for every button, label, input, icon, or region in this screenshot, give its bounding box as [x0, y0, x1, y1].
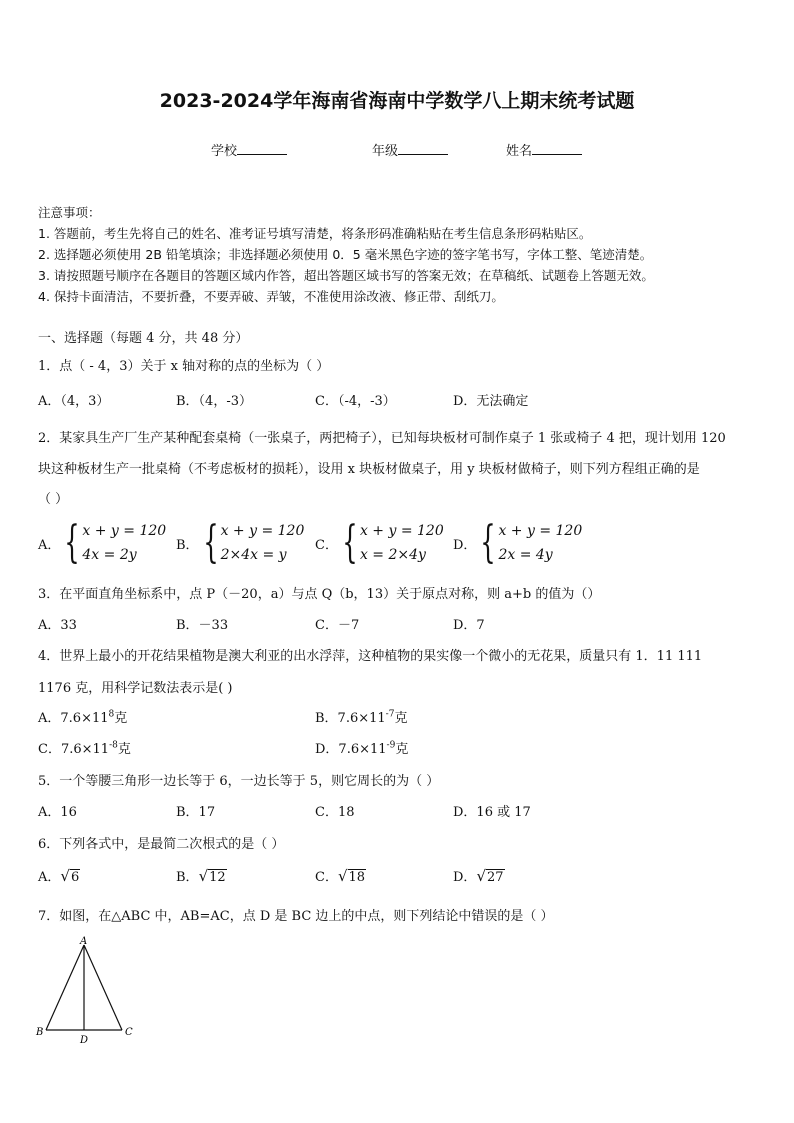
- q2-option-c-eq2: x = 2×4y: [359, 547, 426, 563]
- sqrt-icon: √: [337, 867, 348, 885]
- q2-option-d: [453, 519, 582, 567]
- q2-option-b-label: B．: [176, 537, 199, 553]
- page-title: 2023-2024学年海南省海南中学数学八上期末统考试题: [159, 90, 635, 112]
- q4-option-b-unit: 克: [394, 711, 408, 726]
- q4-option-d-unit: 克: [395, 742, 409, 757]
- q2-option-b-eq2: 2×4x = y: [220, 547, 287, 563]
- q2-option-a: [38, 519, 166, 567]
- q6-option-d-label: D．: [453, 870, 477, 885]
- grade-label: 年级: [372, 144, 399, 159]
- q2-option-a-eq2: 4x = 2y: [82, 547, 137, 563]
- name-label: 姓名: [506, 144, 533, 159]
- q1-option-c: C．（-4，-3）: [315, 394, 396, 409]
- q4-option-b: [315, 707, 407, 726]
- q6-option-d: [453, 866, 505, 885]
- point-d-label: D: [80, 1035, 89, 1045]
- q4-option-a: [38, 707, 127, 726]
- q6-option-c-radicand: 18: [348, 870, 366, 885]
- q2-option-c: [315, 519, 444, 567]
- q3-option-d: D．7: [453, 618, 485, 633]
- school-field: [211, 140, 287, 159]
- name-blank: [532, 142, 582, 155]
- q2-line-1: 2．某家具生产厂生产某种配套桌椅（一张桌子，两把椅子），已知每块板材可制作桌子 1 张或椅子 4 把，现计划用 120: [38, 431, 726, 446]
- q2-option-a-eq1: x + y = 120: [82, 523, 167, 539]
- note-item-3: 3. 请按照题号顺序在各题目的答题区域内作答，超出答题区域书写的答案无效；在草稿纸、试题卷上答题无效。: [38, 268, 654, 283]
- q4-option-c-exponent: -8: [109, 740, 118, 751]
- q4-line-1: 4．世界上最小的开花结果植物是澳大利亚的出水浮萍，这种植物的果实像一个微小的无花果，质量只有 1．11 111: [38, 649, 703, 664]
- q6-option-b-label: B．: [176, 870, 199, 885]
- q1-option-a: A．（4，3）: [38, 394, 110, 409]
- q6-option-c: [315, 866, 366, 885]
- q6-option-b: [176, 866, 227, 885]
- q6-option-a-radicand: 6: [70, 870, 80, 885]
- grade-blank: [398, 142, 448, 155]
- sqrt-icon: √: [60, 867, 70, 885]
- triangle-figure: [30, 935, 140, 1045]
- note-item-4: 4. 保持卡面清洁，不要折叠，不要弄破、弄皱，不准使用涂改液、修正带、刮纸刀。: [38, 289, 504, 304]
- q5-option-d: D．16 或 17: [453, 805, 531, 820]
- q4-option-c-unit: 克: [117, 742, 131, 757]
- q5-option-b: B．17: [176, 805, 216, 820]
- side-ac: [84, 945, 122, 1030]
- q5-stem: 5．一个等腰三角形一边长等于 6，一边长等于 5，则它周长的为（ ）: [38, 774, 440, 789]
- q2-option-d-eq2: 2x = 4y: [498, 547, 553, 563]
- q6-option-a: [38, 866, 80, 885]
- q4-option-b-exponent: -7: [385, 709, 395, 720]
- section-heading: 一、选择题（每题 4 分，共 48 分）: [38, 331, 249, 346]
- q3-stem: 3．在平面直角坐标系中，点 P（－20，a）与点 Q（b，13）关于原点对称，则 a+b 的值为（）: [38, 587, 601, 602]
- q1-stem: 1．点（ - 4，3）关于 x 轴对称的点的坐标为（ ）: [38, 359, 330, 374]
- vertex-b-label: B: [36, 1027, 44, 1038]
- q4-option-c: [38, 738, 131, 757]
- note-item-1: 1. 答题前，考生先将自己的姓名、准考证号填写清楚，将条形码准确粘贴在考生信息条形码粘贴区。: [38, 226, 592, 241]
- brace-icon: {: [202, 517, 219, 568]
- q1-option-b: B．（4，-3）: [176, 394, 252, 409]
- q2-option-a-label: A．: [38, 537, 61, 553]
- sqrt-icon: √: [476, 867, 486, 885]
- q5-option-c: C．18: [315, 805, 355, 820]
- q4-option-a-base: A．7.6×11: [38, 711, 109, 726]
- q4-option-d: [315, 738, 408, 757]
- q6-option-b-radicand: 12: [209, 870, 226, 885]
- q5-option-a: A．16: [38, 805, 77, 820]
- brace-icon: {: [64, 517, 81, 568]
- q4-option-c-base: C．7.6×11: [38, 742, 110, 757]
- q2-option-b: [176, 519, 304, 567]
- q2-option-d-eq1: x + y = 120: [498, 523, 583, 539]
- sqrt-icon: √: [198, 867, 209, 885]
- q3-option-c: C．－7: [315, 618, 360, 633]
- q7-stem: 7．如图，在△ABC 中，AB=AC，点 D 是 BC 边上的中点，则下列结论中错误的是（ ）: [38, 909, 554, 924]
- q2-option-d-label: D．: [453, 537, 477, 553]
- q4-option-d-exponent: -9: [386, 740, 396, 751]
- q3-option-a: A．33: [38, 618, 77, 633]
- brace-icon: {: [480, 517, 497, 568]
- school-label: 学校: [211, 144, 238, 159]
- q3-option-b: B．－33: [176, 618, 229, 633]
- q6-option-c-label: C．: [315, 870, 338, 885]
- q6-stem: 6．下列各式中，是最简二次根式的是（ ）: [38, 837, 285, 852]
- q4-option-a-exponent: 8: [108, 709, 115, 720]
- note-item-2: 2. 选择题必须使用 2B 铅笔填涂；非选择题必须使用 0．5 毫米黑色字迹的签字笔书写，字体工整、笔迹清楚。: [38, 247, 653, 262]
- q4-line-2: 1176 克，用科学记数法表示是( ): [38, 681, 233, 696]
- notes-heading: 注意事项：: [38, 205, 101, 220]
- school-blank: [237, 142, 287, 155]
- side-ab: [46, 945, 84, 1030]
- q6-option-a-label: A．: [38, 870, 61, 885]
- brace-icon: {: [342, 517, 358, 568]
- q4-option-a-unit: 克: [114, 711, 128, 726]
- q4-option-b-base: B．7.6×11: [315, 711, 386, 726]
- q2-option-c-eq1: x + y = 120: [359, 523, 444, 539]
- q1-option-d: D．无法确定: [453, 394, 529, 409]
- grade-field: [372, 140, 448, 159]
- q2-line-3: （ ）: [38, 492, 69, 507]
- vertex-c-label: C: [125, 1027, 133, 1038]
- q2-line-2: 块这种板材生产一批桌椅（不考虑板材的损耗），设用 x 块板材做桌子，用 y 块板材做椅子，则下列方程组正确的是: [38, 462, 700, 477]
- q2-option-b-eq1: x + y = 120: [220, 523, 305, 539]
- q6-option-d-radicand: 27: [487, 870, 504, 885]
- q4-option-d-base: D．7.6×11: [315, 742, 387, 757]
- vertex-a-label: A: [80, 936, 88, 947]
- name-field: [506, 140, 582, 159]
- q2-option-c-label: C．: [315, 537, 338, 553]
